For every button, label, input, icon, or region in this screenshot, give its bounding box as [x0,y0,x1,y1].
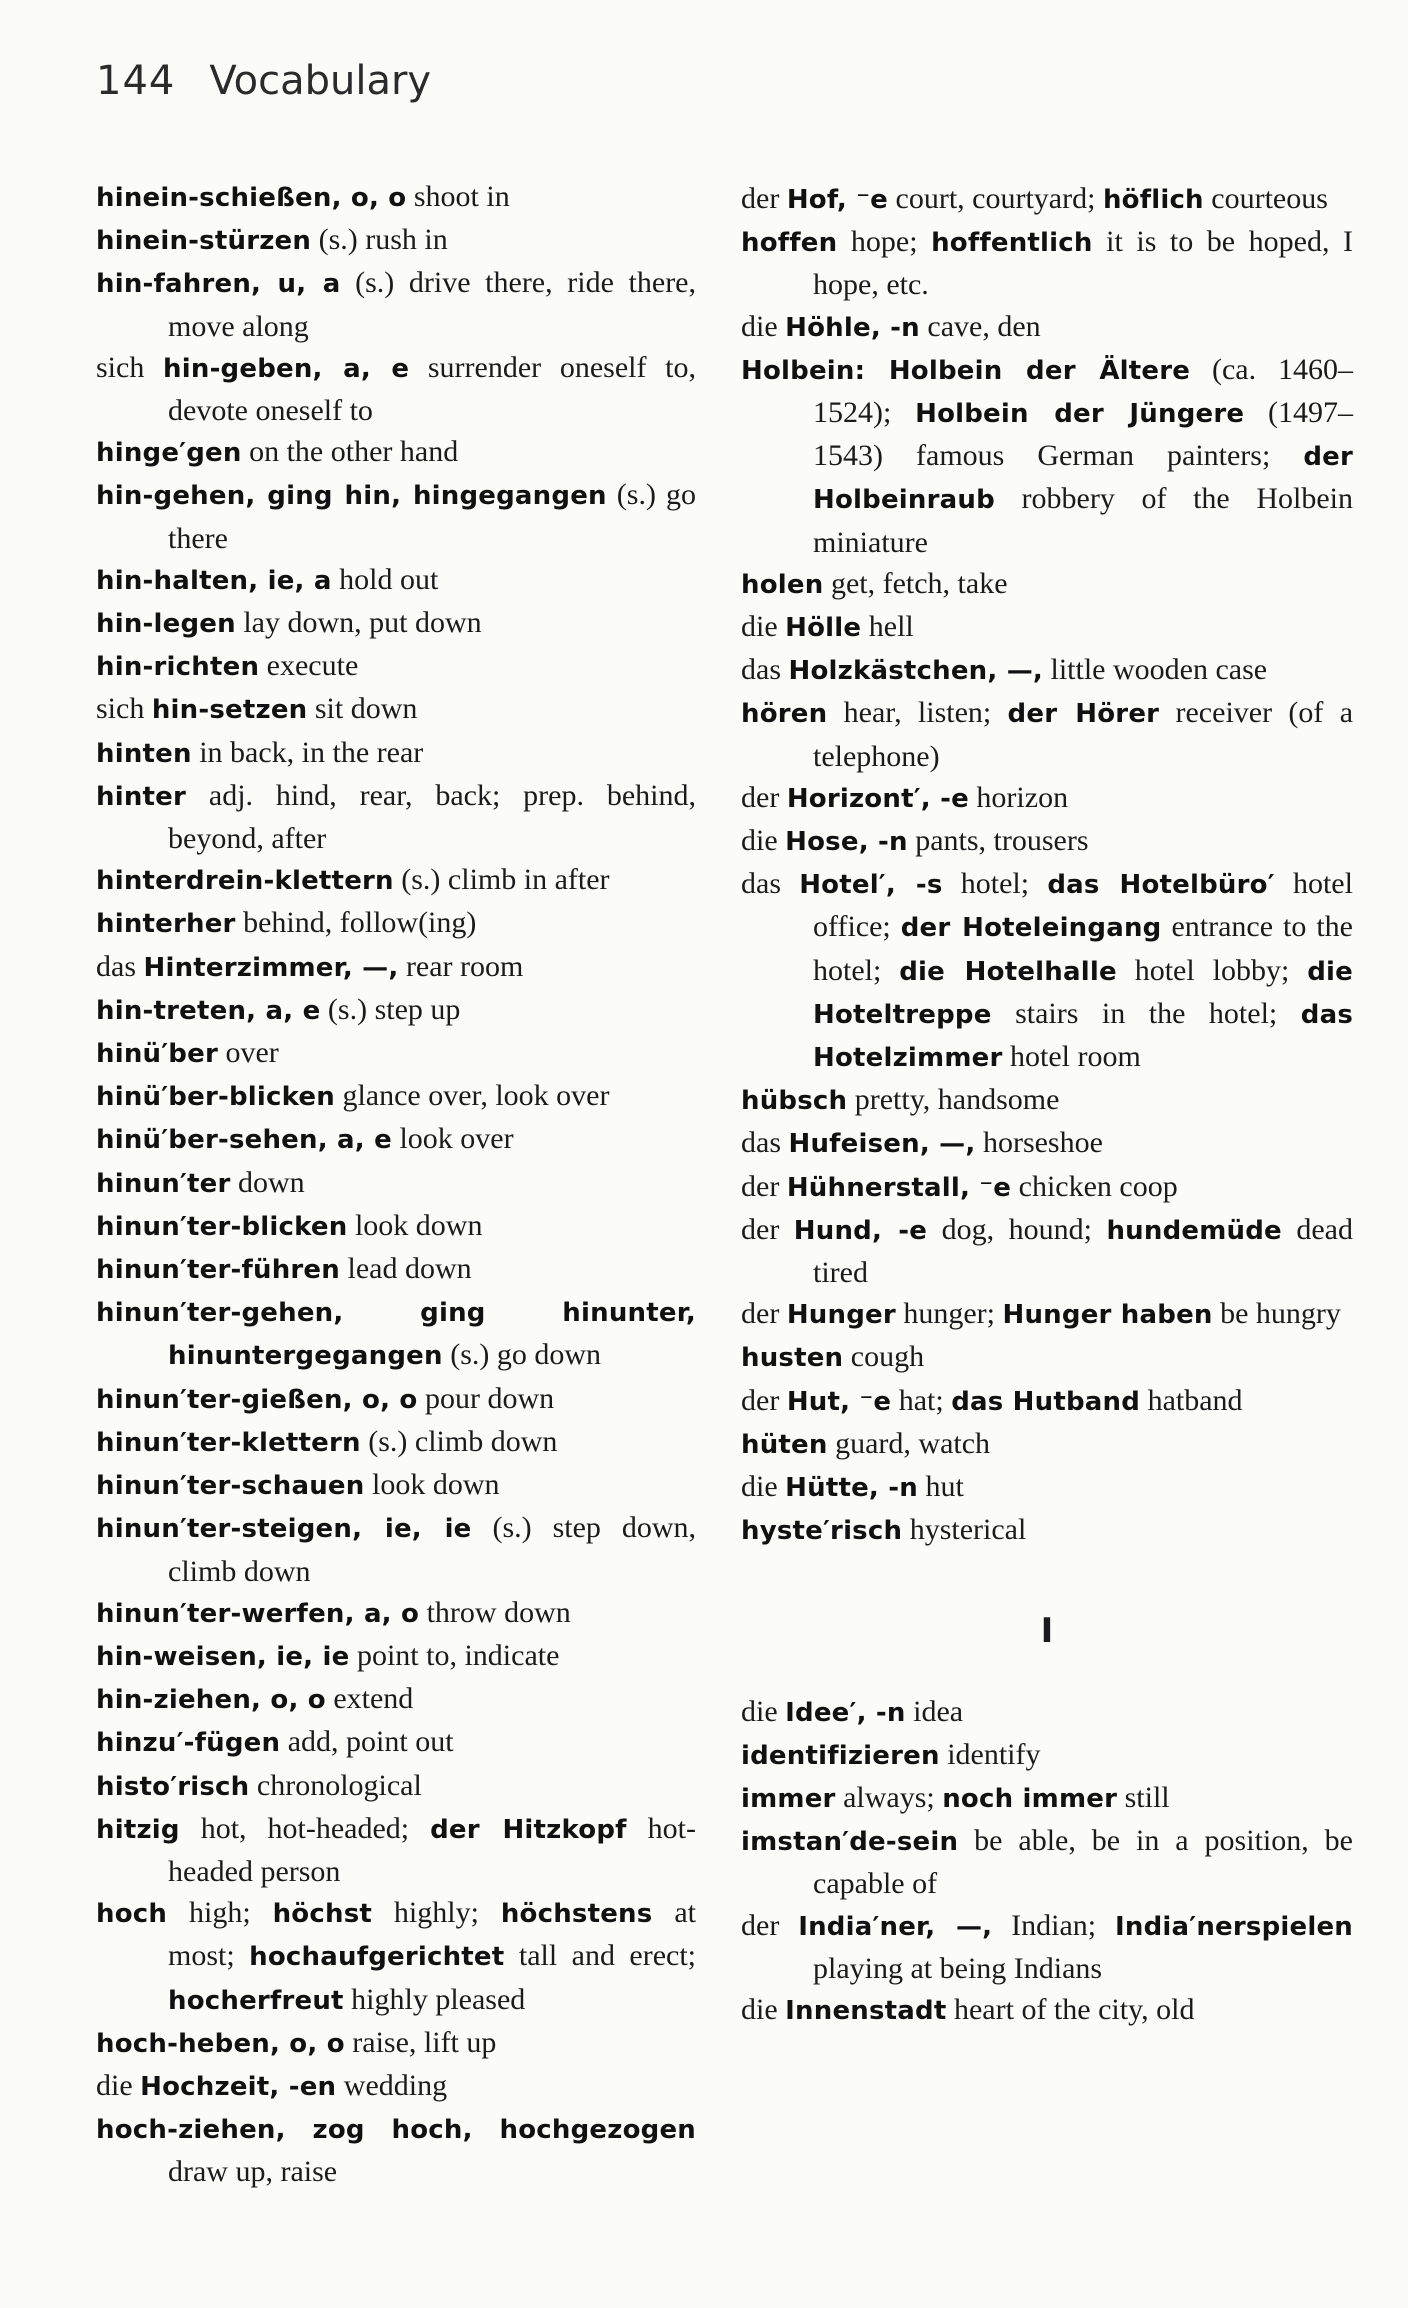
dictionary-entry [96,946,696,989]
entry-definition: hear, listen; [827,696,1008,730]
dictionary-entry [96,176,696,219]
entry-subword: höchstens [500,1899,653,1930]
entry-definition: add, point out [280,1725,454,1759]
entry-headword: hinun′ter-schauen [96,1471,365,1502]
entry-definition: dog, hound; [927,1212,1107,1246]
entry-definition: hysterical [902,1513,1027,1547]
entry-headword: imstan′de-sein [741,1827,959,1858]
entry-headword: hoch-heben, o, o [96,2028,345,2059]
dictionary-entry [741,606,1353,649]
entry-headword: holen [741,569,824,600]
dictionary-entry [741,820,1353,863]
dictionary-entry [96,859,696,902]
entry-definition: get, fetch, take [823,566,1008,600]
dictionary-entry [96,645,696,688]
entry-definition: idea [905,1694,964,1728]
entry-definition: courteous [1203,182,1328,215]
entry-subword: die Hotelhalle [899,956,1117,987]
entry-definition: extend [325,1682,414,1716]
dictionary-entry [741,863,1353,1079]
entry-definition: adj. hind, rear, back; prep. behind, beyond, after [168,778,696,856]
entry-definition: receiver (of a telephone) [813,696,1354,773]
entry-headword: Innenstadt [785,1995,947,2026]
dictionary-entry [96,688,696,731]
entry-definition: highly pleased [343,1982,526,2016]
entry-article: die [741,824,786,858]
entry-headword: hin-setzen [151,695,308,726]
entry-definition: hot-headed person [168,1811,696,1888]
dictionary-entry [96,1808,696,1892]
entry-headword: hyste′risch [741,1516,903,1547]
entry-definition: hunger; [895,1297,1003,1331]
entry-headword: hin-treten, a, e [96,995,321,1026]
dictionary-entry [741,1509,1353,1552]
dictionary-entry [96,1205,696,1248]
entry-headword: hinter [96,781,187,812]
entry-definition: sit down [307,692,418,726]
entry-headword: India′ner, —, [798,1911,993,1942]
entry-definition: always; [835,1780,943,1814]
entry-definition: hatband [1140,1383,1243,1417]
entry-definition: hotel office; [813,867,1353,944]
dictionary-entry [96,1118,696,1161]
entry-headword: Hotel′, -s [799,870,943,901]
entry-headword: Hose, -n [785,827,908,858]
page-title: Vocabulary [209,58,432,104]
entry-definition: hold out [331,562,439,596]
entry-subword: der Hitzkopf [430,1814,627,1845]
dictionary-entry [96,219,696,262]
dictionary-entry [96,559,696,602]
entry-definition: chicken coop [1011,1169,1178,1203]
entry-definition: hat; [891,1383,952,1417]
entry-definition: identify [939,1737,1041,1771]
dictionary-entry [741,1691,1353,1734]
entry-subword: India′nerspielen [1115,1911,1353,1942]
entry-headword: hin-gehen, ging hin, hingegangen [96,481,607,512]
entry-headword: hübsch [741,1086,848,1117]
entry-headword: Hut, ⁻e [786,1386,892,1417]
section-letter: I [1040,1610,1054,1651]
entry-subword: das Hotelzimmer [813,999,1353,1074]
entry-definition: at most; [168,1896,696,1973]
entry-subword: noch immer [942,1783,1118,1814]
dictionary-entry [741,563,1353,606]
entry-headword: hin-halten, ie, a [96,565,332,596]
entry-subword: höflich [1102,185,1204,215]
entry-article: der [741,1383,787,1417]
entry-headword: hinü′ber-sehen, a, e [96,1125,392,1156]
entry-article: die [741,1470,786,1504]
entry-definition: still [1117,1780,1170,1814]
entry-headword: hinun′ter [96,1168,231,1199]
dictionary-entry [96,602,696,645]
dictionary-entry [96,1678,696,1721]
entry-definition: (s.) go there [168,478,696,555]
dictionary-entry [741,1209,1353,1293]
entry-headword: hin-fahren, u, a [96,269,341,300]
dictionary-entry [741,1820,1353,1904]
right-entries-h [741,178,1353,1553]
entry-headword: hinge′gen [96,438,242,469]
entry-definition: on the other hand [241,435,459,469]
entry-definition: guard, watch [827,1426,991,1460]
entry-article: das [96,949,144,983]
entry-definition: dead tired [813,1212,1353,1290]
entry-article: die [741,1992,786,2026]
entry-headword: hinterher [96,909,236,940]
entry-subword: die Hoteltreppe [813,956,1353,1030]
dictionary-entry [741,1989,1353,2032]
entry-subword: Hunger haben [1002,1300,1213,1331]
entry-definition: glance over, look over [334,1079,610,1113]
entry-subword: hundemüde [1106,1215,1282,1246]
entry-definition: execute [259,649,359,683]
entry-headword: Hufeisen, —, [788,1129,976,1160]
entry-definition: in back, in the rear [191,735,424,769]
entry-definition: hotel lobby; [1116,953,1308,987]
entry-definition: look down [347,1208,483,1242]
dictionary-entry [96,1892,696,2022]
entry-headword: histo′risch [96,1771,250,1802]
entry-definition: it is to be hoped, I hope, etc. [813,225,1354,302]
dictionary-entry [96,2022,696,2065]
entry-subword: höchst [272,1899,372,1930]
entry-headword: hinun′ter-führen [96,1255,340,1286]
entry-subword: hocherfreut [168,1985,344,2016]
entry-definition: wedding [336,2068,448,2102]
entry-definition: tall and erect; [504,1939,696,1973]
entry-definition: heart of the city, old [946,1992,1195,2026]
dictionary-entry [96,474,696,558]
entry-definition: Indian; [992,1908,1116,1942]
page-header [96,58,431,118]
entry-headword: hoch [96,1899,168,1930]
entry-definition: rear room [398,949,524,983]
entry-headword: Hunger [786,1300,896,1331]
dictionary-entry [741,221,1353,305]
entry-definition: hell [861,610,914,644]
right-column [741,178,1353,2032]
entry-definition: court, courtyard; [888,182,1103,215]
dictionary-entry [96,989,696,1032]
entry-definition: throw down [419,1595,571,1629]
entry-definition: pants, trousers [907,824,1089,858]
entry-headword: hinein-stürzen [96,226,312,257]
entry-definition: look down [364,1468,500,1502]
entry-definition: hot, hot-headed; [179,1811,431,1845]
entry-subword: hoffentlich [931,228,1093,259]
dictionary-entry [96,1507,696,1591]
entry-headword: hüten [741,1429,828,1460]
entry-headword: identifizieren [741,1740,940,1771]
dictionary-entry [96,1162,696,1205]
entry-definition: cough [843,1340,925,1374]
dictionary-entry [96,1291,696,1377]
entry-definition: hope; [837,225,932,259]
dictionary-entry [96,431,696,474]
dictionary-entry [96,1464,696,1507]
entry-definition: draw up, raise [168,2155,338,2189]
dictionary-entry [96,775,696,859]
entry-headword: hinü′ber-blicken [96,1082,335,1113]
entry-definition: little wooden case [1042,653,1268,687]
entry-headword: hinun′ter-blicken [96,1211,348,1242]
entry-definition: hut [917,1470,964,1504]
entry-headword: Horizont′, -e [786,783,969,814]
entry-headword: hinun′ter-werfen, a, o [96,1598,420,1629]
entry-article: die [741,309,786,343]
entry-definition: behind, follow(ing) [235,906,477,940]
entry-article: das [741,867,800,901]
entry-definition: look over [391,1122,514,1156]
entry-headword: hoch-ziehen, zog hoch, hochgezogen [96,2115,696,2146]
entry-definition: surrender oneself to, devote oneself to [168,350,697,428]
entry-headword: hin-weisen, ie, ie [96,1641,350,1672]
entry-definition: (ca. 1460–1524); [813,352,1354,430]
entry-subword: der Hoteleingang [900,913,1162,944]
entry-headword: Hinterzimmer, —, [143,952,399,983]
dictionary-entry [741,1734,1353,1777]
entry-headword: Hund, -e [793,1215,928,1246]
dictionary-entry [96,732,696,775]
dictionary-entry [96,1721,696,1764]
dictionary-entry [96,1635,696,1678]
dictionary-entry [741,777,1353,820]
entry-headword: Höhle, -n [785,312,920,343]
dictionary-entry [96,1765,696,1808]
entry-definition: (s.) step down, climb down [168,1511,696,1588]
entry-headword: Hof, ⁻e [786,185,889,215]
entry-article: sich [96,692,152,726]
entry-headword: immer [741,1783,836,1814]
entry-article: der [741,182,787,215]
entry-definition: (1497–1543) famous German painters; [813,396,1353,473]
dictionary-entry [96,1075,696,1118]
dictionary-entry [741,1466,1353,1509]
entry-headword: hin-legen [96,609,236,640]
entry-definition: raise, lift up [344,2025,497,2059]
entry-subword: der Hörer [1007,699,1160,730]
entry-definition: (s.) step up [320,992,461,1026]
entry-definition: (s.) climb in after [393,863,610,897]
dictionary-entry [741,1079,1353,1122]
entry-headword: Hochzeit, -en [140,2071,337,2102]
entry-headword: hitzig [96,1814,180,1845]
entry-definition: chronological [249,1768,422,1802]
entry-definition: pour down [417,1381,555,1415]
entry-article: sich [96,350,164,384]
entry-article: der [741,780,787,814]
entry-headword: Hölle [785,613,862,644]
entry-definition: high; [167,1896,273,1930]
entry-headword: Holzkästchen, —, [788,656,1043,687]
dictionary-entry [741,1293,1353,1336]
entry-definition: highly; [372,1896,501,1930]
dictionary-entry [741,1905,1353,1989]
dictionary-entry [96,1378,696,1421]
entry-definition: (s.) climb down [360,1424,558,1458]
dictionary-entry [741,349,1353,563]
entry-headword: Idee′, -n [785,1697,906,1728]
entry-article: das [741,1126,789,1160]
entry-article: die [741,1694,786,1728]
entry-headword: hin-ziehen, o, o [96,1685,326,1716]
dictionary-entry [741,1380,1353,1423]
dictionary-entry [741,692,1353,776]
entry-article: der [741,1212,794,1246]
entry-definition: shoot in [406,180,510,213]
entry-headword: hinterdrein-klettern [96,866,394,897]
entry-definition: pretty, handsome [847,1083,1060,1117]
entry-article: die [96,2068,141,2102]
entry-definition: hotel; [942,867,1048,901]
entry-definition: be able, be in a position, be capable of [813,1824,1353,1901]
entry-definition: (s.) go down [442,1338,602,1372]
entry-definition: be hungry [1212,1297,1341,1331]
entry-subword: Holbein der Jüngere [915,399,1245,430]
dictionary-entry [96,1592,696,1635]
dictionary-entry [741,1777,1353,1820]
dictionary-entry [96,262,696,346]
entry-definition: hotel room [1002,1040,1141,1074]
entry-headword: Hühnerstall, ⁻e [786,1172,1012,1203]
entry-headword: hinzu′-fügen [96,1728,281,1759]
entry-headword: hinun′ter-gehen, ging hinunter, hinuntergegangen [96,1298,696,1372]
entry-article: das [741,653,789,687]
entry-article: die [741,610,786,644]
dictionary-entry [96,2108,696,2192]
entry-definition: (s.) drive there, ride there, move along [168,266,696,343]
entry-subword: der Holbeinraub [813,442,1353,516]
entry-definition: (s.) rush in [311,223,448,257]
entry-definition: point to, indicate [349,1638,560,1672]
entry-headword: hinun′ter-steigen, ie, ie [96,1514,472,1545]
dictionary-entry [741,1122,1353,1165]
dictionary-entry [741,1423,1353,1466]
dictionary-entry [96,1248,696,1291]
entry-headword: hinun′ter-gießen, o, o [96,1384,418,1415]
left-column [96,176,696,2193]
right-entries-i [741,1691,1353,2033]
entry-definition: robbery of the Holbein miniature [813,482,1353,559]
entry-headword: Holbein: Holbein der Ältere [741,355,1191,386]
dictionary-entry [96,2065,696,2108]
entry-headword: Hütte, -n [785,1473,918,1504]
entry-subword: das Hutband [951,1386,1141,1417]
entry-definition: cave, den [919,309,1041,343]
entry-article: der [741,1908,799,1942]
entry-headword: husten [741,1343,844,1374]
dictionary-entry [741,1166,1353,1209]
entry-headword: hin-geben, a, e [163,353,410,384]
entry-headword: hoffen [741,228,838,259]
dictionary-entry [741,1336,1353,1379]
dictionary-entry [741,178,1353,221]
entry-article: der [741,1297,787,1331]
entry-definition: horseshoe [975,1126,1103,1160]
entry-headword: hinten [96,738,192,769]
entry-subword: das Hotelbüro′ [1047,870,1275,901]
dictionary-entry [96,1421,696,1464]
dictionary-entry [741,306,1353,349]
entry-definition: down [230,1165,305,1199]
entry-headword: hinü′ber [96,1039,218,1070]
entry-definition: lead down [339,1252,472,1286]
page-number: 144 [96,58,176,104]
entry-headword: hin-richten [96,652,260,683]
entry-definition: over [217,1036,279,1070]
entry-article: der [741,1169,787,1203]
entry-definition: entrance to the hotel; [813,910,1353,987]
dictionary-entry [96,902,696,945]
entry-definition: horizon [968,780,1069,814]
entry-definition: lay down, put down [235,606,482,640]
dictionary-entry [96,347,696,431]
entry-headword: hinun′ter-klettern [96,1427,361,1458]
entry-definition: playing at being Indians [813,1951,1103,1985]
entry-definition: stairs in the hotel; [991,996,1301,1030]
dictionary-entry [741,649,1353,692]
entry-headword: hören [741,699,828,730]
dictionary-entry [96,1032,696,1075]
entry-headword: hinein-schießen, o, o [96,183,407,213]
entry-subword: hochaufgerichtet [249,1942,505,1973]
